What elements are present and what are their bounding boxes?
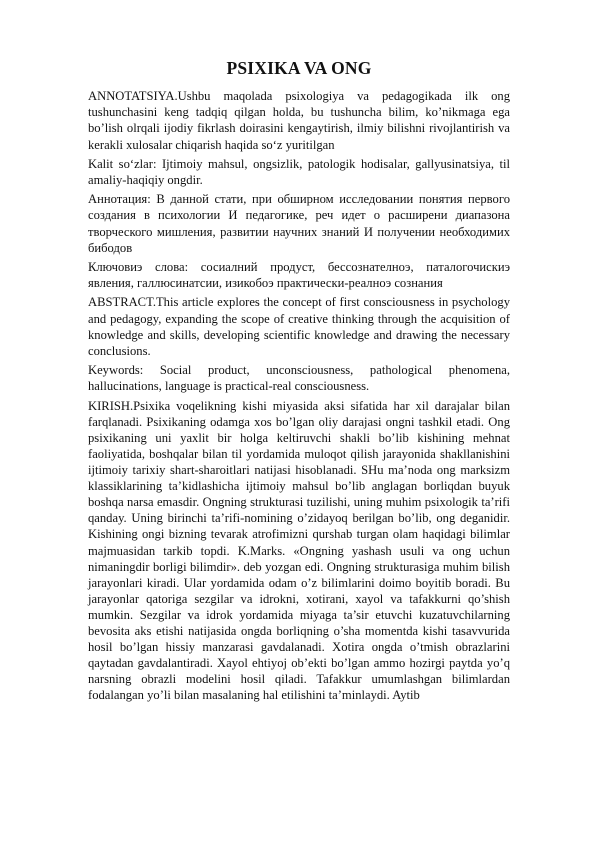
annotation-russian: Аннотация: В данной стати, при обширном исследовании понятия первого создания в психологии И педагогике, реч идет о расширени диапазона творческого мишления, развитии научних знаний И получении необходимих бибодов [88,192,510,255]
document-page [88,57,510,706]
annotation-uzbek: ANNOTATSIYA.Ushbu maqolada psixologiya va pedagogikada ilk ong tushunchasini keng tadqiq qilgan holda, bu tushuncha bilim, ko’nikmaga ega bo’lish olrqali ijodiy fikrlash doirasini kengaytirish, ilmiy bilishni rivojlantirish va kerakli xulosalar chiqarish haqida so‘z yuritilgan [88,89,510,152]
keywords-russian: Ключовиэ слова: сосиалний продуст, бессознателноэ, паталогочискиэ явления, галлюсинатсии, изикобоэ практически-реалноэ сознания [88,260,510,291]
keywords-uzbek: Kalit so‘zlar: Ijtimoiy mahsul, ongsizlik, patologik hodisalar, gallyusinatsiya, til amaliy-haqiqiy ongdir. [88,156,510,188]
introduction-paragraph: KIRISH.Psixika voqelikning kishi miyasida aksi sifatida har xil darajalar bilan farqlanadi. Psixikaning odamga xos bo’lgan oliy darajasi ongni tashkil etadi. Ong psixikaning uni yaxlit bir holga keltiruvchi shakli bo’lib kishining mehnat faoliyatida, boshqalar bilan til yordamida muloqot qilish jarayonida shakllanishini ijtimoiy tarixiy shart-sharoitlari natijasi hisoblanadi. SHu ma’noda ong marksizm klassiklarining ta’kidlashicha ijtimoiy mahsul bo’lib anglagan borliqdan buyuk boshqa narsa emasdir. Ongning strukturasi tuzilishi, uning muhim psixologik ta’rifi qanday. Uning birinchi ta’rifi-nomining o’zidayoq berilgan bo’lib, ong deganidir. Kishining ongi bizning tevarak atrofimizni qurshab turgan olam haqidagi bilimlar majmuasidan tarkib topdi. K.Marks. «Ongning yashash usuli va ong uchun nimaningdir borligi bilimdir». deb yozgan edi. Ongning strukturasiga muhim bilish jarayonlari kiradi. Ular yordamida odam o’z bilimlarini doimo boyitib boradi. Bu jarayonlar qatoriga sezgilar va idrokni, xotirani, xayol va tafakkurni qo’shish mumkin. Sezgilar va idrok yordamida miyaga ta’sir etuvchi kuzatuvchilarning bevosita aks etishi natijasida ongda borliqning o’sha momentda kishi tasavvurida hosil bo’lgan hissiy manzarasi gavdalanadi. Xotira ongda o’tmish obrazlarini qaytadan gavdalantiradi. Xayol ehtiyoj ob’ekti bo’lgan ammo hozirgi paytda yo’q narsning obrazli modelini hosil qiladi. Tafakkur umumlashgan bilimlardan fodalangan yo’li bilan masalaning hal etilishini ta’minlaydi. Aytib [88,398,510,703]
document-title: PSIXIKA VA ONG [226,58,372,78]
keywords-english: Keywords: Social product, unconsciousness, pathological phenomena, hallucinations, language is practical-real consciousness. [88,363,510,394]
abstract-english: ABSTRACT.This article explores the concept of first consciousness in psychology and pedagogy, expanding the scope of creative thinking through the acquisition of knowledge and skills, developing scientific knowledge and drawing the necessary conclusions. [88,295,510,359]
